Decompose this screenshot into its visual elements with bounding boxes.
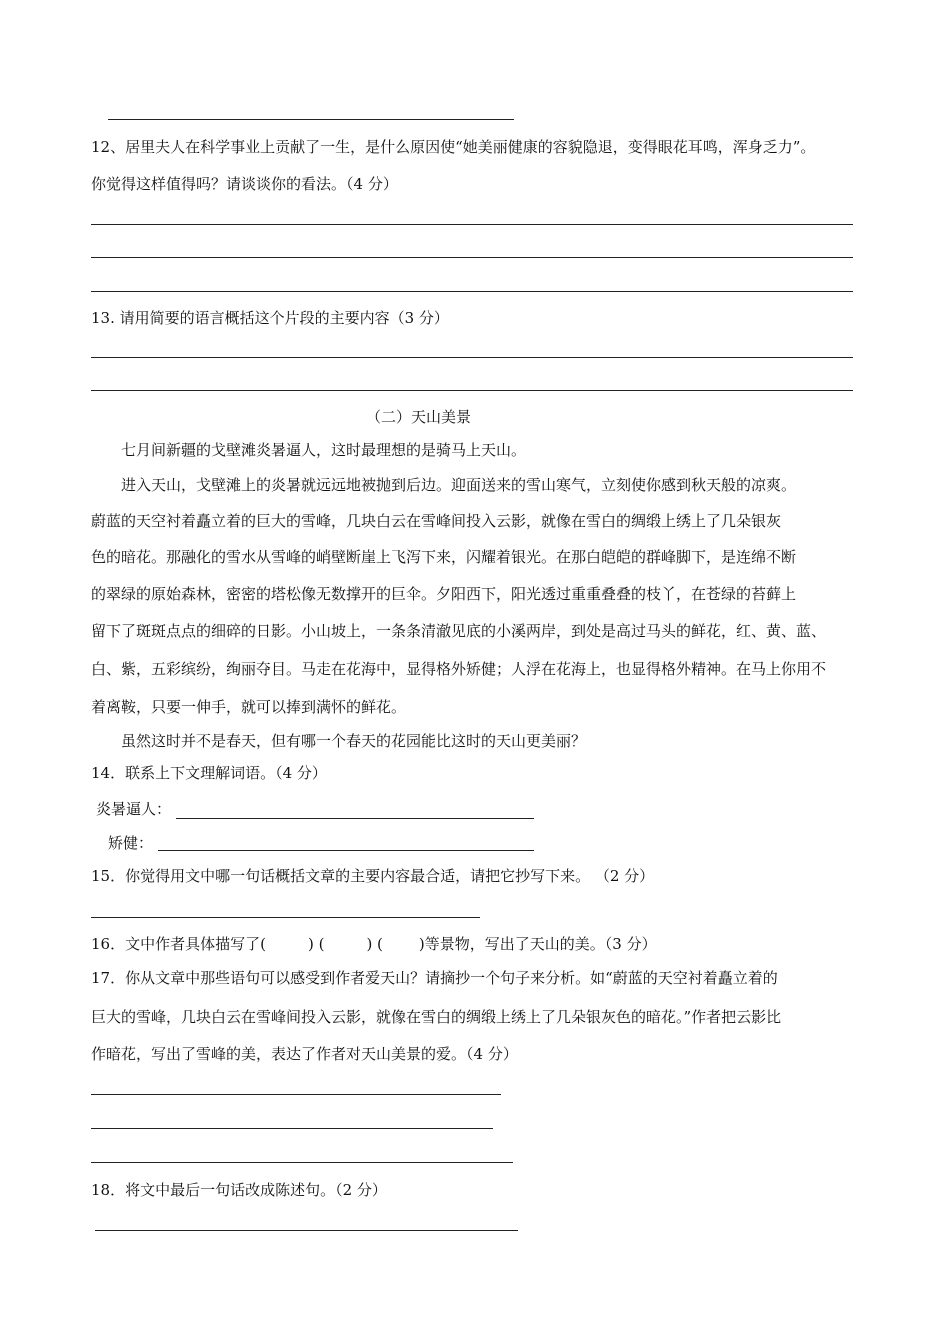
question-13-prompt: 13. 请用简要的语言概括这个片段的主要内容（3 分） [91, 309, 449, 327]
passage-line: 留下了斑斑点点的细碎的日影。小山坡上，一条条清澈见底的小溪两岸，到处是高过马头的鲜花，红、黄、蓝、 [91, 622, 827, 640]
question-14-word1: 炎暑逼人： [96, 800, 172, 818]
question-15-prompt: 15．你觉得用文中哪一句话概括文章的主要内容最合适，请把它抄写下来。 （2 分） [91, 867, 655, 885]
question-16-sep1: ) ( [307, 935, 325, 953]
answer-line-q14-1 [176, 818, 534, 819]
answer-line-q17-3 [91, 1162, 513, 1163]
answer-line-q17-2 [91, 1128, 493, 1129]
question-16-suffix: )等景物，写出了天山的美。（3 分） [418, 935, 657, 953]
answer-line-q14-2 [158, 850, 534, 851]
question-16 [91, 934, 657, 954]
answer-line-q13-2 [91, 390, 853, 391]
answer-line-q17-1 [91, 1094, 501, 1095]
answer-line-q12-3 [91, 291, 853, 292]
answer-line-q13-1 [91, 357, 853, 358]
question-16-prefix: 16．文中作者具体描写了( [91, 935, 266, 953]
question-17-line1: 17．你从文章中那些语句可以感受到作者爱天山？请摘抄一个句子来分析。如“蔚蓝的天空衬着矗立着的 [91, 969, 778, 987]
question-16-sep2: ) ( [366, 935, 383, 953]
question-18-prompt: 18．将文中最后一句话改成陈述句。（2 分） [91, 1181, 387, 1199]
answer-line-q12-1 [91, 224, 853, 225]
question-17-line3: 作暗花，写出了雪峰的美，表达了作者对天山美景的爱。（4 分） [91, 1045, 518, 1063]
passage-line: 七月间新疆的戈壁滩炎暑逼人，这时最理想的是骑马上天山。 [121, 441, 527, 459]
passage-line: 色的暗花。那融化的雪水从雪峰的峭壁断崖上飞泻下来，闪耀着银光。在那白皑皑的群峰脚下，是连绵不断 [91, 548, 797, 566]
answer-line-q18 [95, 1230, 518, 1231]
question-17-line2: 巨大的雪峰，几块白云在雪峰间投入云影，就像在雪白的绸缎上绣上了几朵银灰色的暗花。”作者把云影比 [91, 1008, 782, 1026]
question-14-word2: 矫健： [108, 834, 154, 852]
passage-line: 虽然这时并不是春天，但有哪一个春天的花园能比这时的天山更美丽？ [121, 732, 587, 750]
passage-line: 进入天山，戈壁滩上的炎暑就远远地被抛到后边。迎面送来的雪山寒气，立刻使你感到秋天般的凉爽。 [121, 476, 797, 494]
passage-title: （二）天山美景 [366, 408, 472, 426]
answer-line-q12-2 [91, 257, 853, 258]
question-12-line2: 你觉得这样值得吗？请谈谈你的看法。（4 分） [91, 175, 398, 193]
passage-line: 的翠绿的原始森林，密密的塔松像无数撑开的巨伞。夕阳西下，阳光透过重重叠叠的枝丫，在苍绿的苔藓上 [91, 585, 797, 603]
answer-line-q15 [91, 917, 480, 918]
passage-line: 着离鞍，只要一伸手，就可以捧到满怀的鲜花。 [91, 698, 407, 716]
question-12-line1: 12、居里夫人在科学事业上贡献了一生，是什么原因使“她美丽健康的容貌隐退，变得眼花耳鸣，浑身乏力”。 [91, 138, 816, 156]
question-14-prompt: 14．联系上下文理解词语。（4 分） [91, 764, 327, 782]
passage-line: 白、紫，五彩缤纷，绚丽夺目。马走在花海中，显得格外矫健；人浮在花海上，也显得格外精神。在马上你用不 [91, 660, 827, 678]
passage-line: 蔚蓝的天空衬着矗立着的巨大的雪峰，几块白云在雪峰间投入云影，就像在雪白的绸缎上绣上了几朵银灰 [91, 512, 782, 530]
answer-line-top [108, 119, 514, 120]
